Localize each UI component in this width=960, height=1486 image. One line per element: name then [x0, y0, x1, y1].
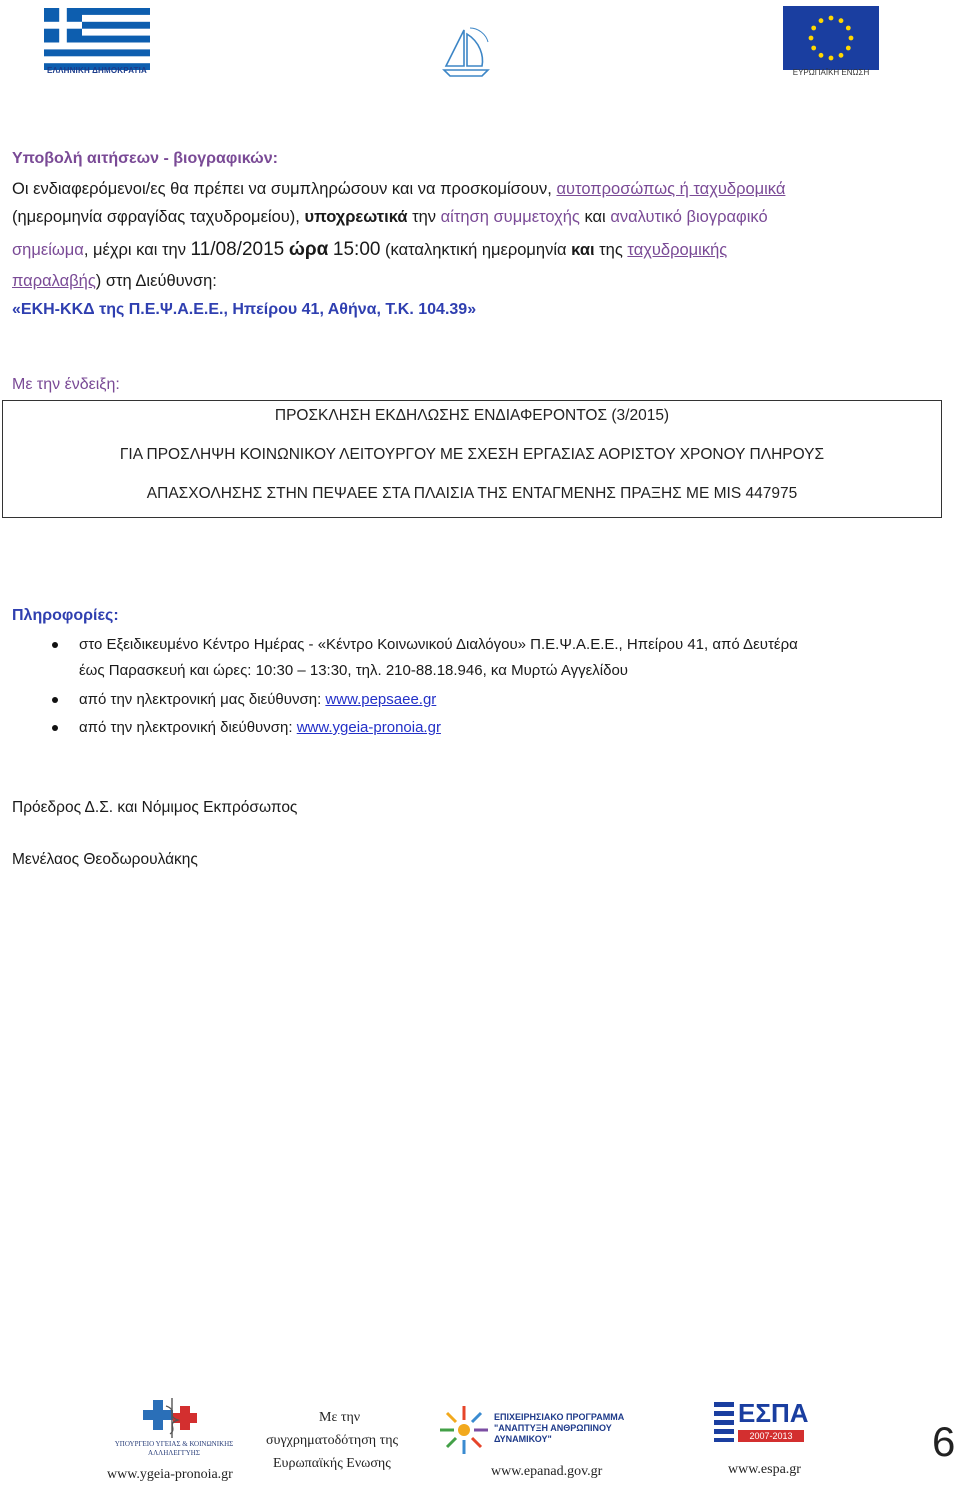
indication-line-1: ΠΡΟΣΚΛΗΣΗ ΕΚΔΗΛΩΣΗΣ ΕΝΔΙΑΦΕΡΟΝΤΟΣ (3/2015)	[274, 407, 670, 424]
info-item-text: από την ηλεκτρονική διεύθυνση:	[79, 719, 293, 736]
indication-label: Με την ένδειξη:	[12, 376, 120, 393]
submission-text: (ημερομηνία σφραγίδας ταχυδρομείου),	[12, 208, 300, 226]
cv-text: αναλυτικό βιογραφικό	[610, 208, 768, 226]
indication-box	[2, 400, 942, 518]
submission-text: και	[584, 208, 606, 226]
espa-years: 2007-2013	[738, 1430, 804, 1442]
epanad-logo-line-2: "ΑΝΑΠΤΥΞΗ ΑΝΘΡΩΠΙΝΟΥ ΔΥΝΑΜΙΚΟΥ"	[494, 1423, 612, 1444]
bullet-icon	[52, 642, 58, 648]
cofund-line-3: Ευρωπαϊκής Ενωσης	[273, 1456, 391, 1471]
postal-receipt-link[interactable]: παραλαβής	[12, 272, 96, 290]
submission-text: της	[599, 241, 623, 259]
delivery-method-link[interactable]: αυτοπροσώπως ή ταχυδρομικά	[556, 180, 786, 198]
submission-text: την	[412, 208, 437, 226]
submission-address: «ΕΚΗ-ΚΚΔ της Π.Ε.Ψ.Α.Ε.Ε., Ηπείρου 41, Αθήνα, Τ.Κ. 104.39»	[12, 301, 477, 318]
epanad-logo-text	[494, 1412, 642, 1445]
info-item-1-line-2: έως Παρασκευή και ώρες: 10:30 – 13:30, τηλ. 210-88.18.946, κα Μυρτώ Αγγελίδου	[79, 662, 629, 679]
submission-text: , μέχρι και την	[83, 241, 186, 259]
info-item-text: από την ηλεκτρονική μας διεύθυνση:	[79, 691, 322, 708]
ygeia-pronoia-website-link[interactable]: www.ygeia-pronoia.gr	[296, 719, 441, 736]
epanad-programme-logo-icon	[436, 1402, 492, 1458]
espa-logo-text: ΕΣΠΑ	[738, 1398, 809, 1428]
submission-line-2	[12, 203, 936, 231]
submission-line-4	[12, 267, 936, 295]
info-item-2	[79, 687, 436, 713]
info-item-3	[79, 715, 441, 741]
greek-flag-caption: ΕΛΛΗΝΙΚΗ ΔΗΜΟΚΡΑΤΙΑ	[47, 66, 147, 75]
espa-stripes-icon	[714, 1402, 734, 1442]
bullet-icon	[52, 697, 58, 703]
info-title: Πληροφορίες:	[12, 607, 119, 624]
cofund-line-1: Με την	[319, 1410, 361, 1425]
submission-title: Υποβολή αιτήσεων - βιογραφικών:	[12, 150, 278, 167]
mandatory-text: υποχρεωτικά	[304, 208, 408, 226]
submission-text: Οι ενδιαφερόμενοι/ες θα πρέπει να συμπληρώσουν και να προσκομίσουν,	[12, 180, 552, 198]
ministry-logo-text: ΥΠΟΥΡΓΕΙΟ ΥΓΕΙΑΣ & ΚΟΙΝΩΝΙΚΗΣ ΑΛΛΗΛΕΓΓΥΗΣ	[114, 1440, 234, 1457]
eu-flag-logo	[783, 6, 879, 70]
deadline-time: 15:00	[332, 239, 381, 260]
cv-text: σημείωμα	[12, 241, 84, 259]
submission-line-3	[12, 236, 942, 264]
ministry-health-logo-icon	[140, 1396, 206, 1440]
application-form-text: αίτηση συμμετοχής	[440, 208, 580, 226]
page-number: 6	[932, 1418, 956, 1465]
pepsaee-website-link[interactable]: www.pepsaee.gr	[325, 691, 437, 708]
ministry-url[interactable]: www.ygeia-pronoia.gr	[107, 1467, 233, 1482]
bullet-icon	[52, 725, 58, 731]
epanad-logo-line-1: ΕΠΙΧΕΙΡΗΣΙΑΚΟ ΠΡΟΓΡΑΜΜΑ	[494, 1412, 625, 1422]
indication-line-3: ΑΠΑΣΧΟΛΗΣΗΣ ΣΤΗΝ ΠΕΨΑΕΕ ΣΤΑ ΠΛΑΙΣΙΑ ΤΗΣ ΕΝΤΑΓΜΕΝΗΣ ΠΡΑΞΗΣ ΜΕ MIS 447975	[146, 485, 798, 502]
sailboat-logo-icon	[440, 26, 492, 80]
espa-url[interactable]: www.espa.gr	[728, 1462, 801, 1477]
indication-line-2: ΓΙΑ ΠΡΟΣΛΗΨΗ ΚΟΙΝΩΝΙΚΟΥ ΛΕΙΤΟΥΡΓΟΥ ΜΕ ΣΧΕΣΗ ΕΡΓΑΣΙΑΣ ΑΟΡΙΣΤΟΥ ΧΡΟΝΟΥ ΠΛΗΡΟΥΣ	[119, 446, 825, 463]
submission-text: και	[571, 241, 595, 259]
eu-flag-caption: ΕΥΡΩΠΑΪΚΗ ΕΝΩΣΗ	[792, 68, 870, 77]
submission-text: ) στη Διεύθυνση:	[95, 272, 217, 290]
submission-text: (καταληκτική ημερομηνία	[385, 241, 567, 259]
deadline-date: 11/08/2015	[190, 239, 285, 260]
deadline-hour-label: ώρα	[288, 239, 329, 260]
signature-name: Μενέλαος Θεοδωρουλάκης	[12, 851, 198, 868]
espa-logo	[714, 1398, 810, 1456]
info-item-1-line-1: στο Εξειδικευμένο Κέντρο Ημέρας - «Κέντρο Κοινωνικού Διαλόγου» Π.Ε.Ψ.Α.Ε.Ε., Ηπείρου 41, από Δευτέρα	[79, 636, 798, 653]
cofund-line-2: συγχρηματοδότηση της	[266, 1433, 399, 1448]
epanad-url[interactable]: www.epanad.gov.gr	[491, 1464, 603, 1479]
signature-role: Πρόεδρος Δ.Σ. και Νόμιμος Εκπρόσωπος	[12, 799, 298, 816]
submission-line-1	[12, 175, 936, 203]
postal-receipt-link[interactable]: ταχυδρομικής	[627, 241, 728, 259]
